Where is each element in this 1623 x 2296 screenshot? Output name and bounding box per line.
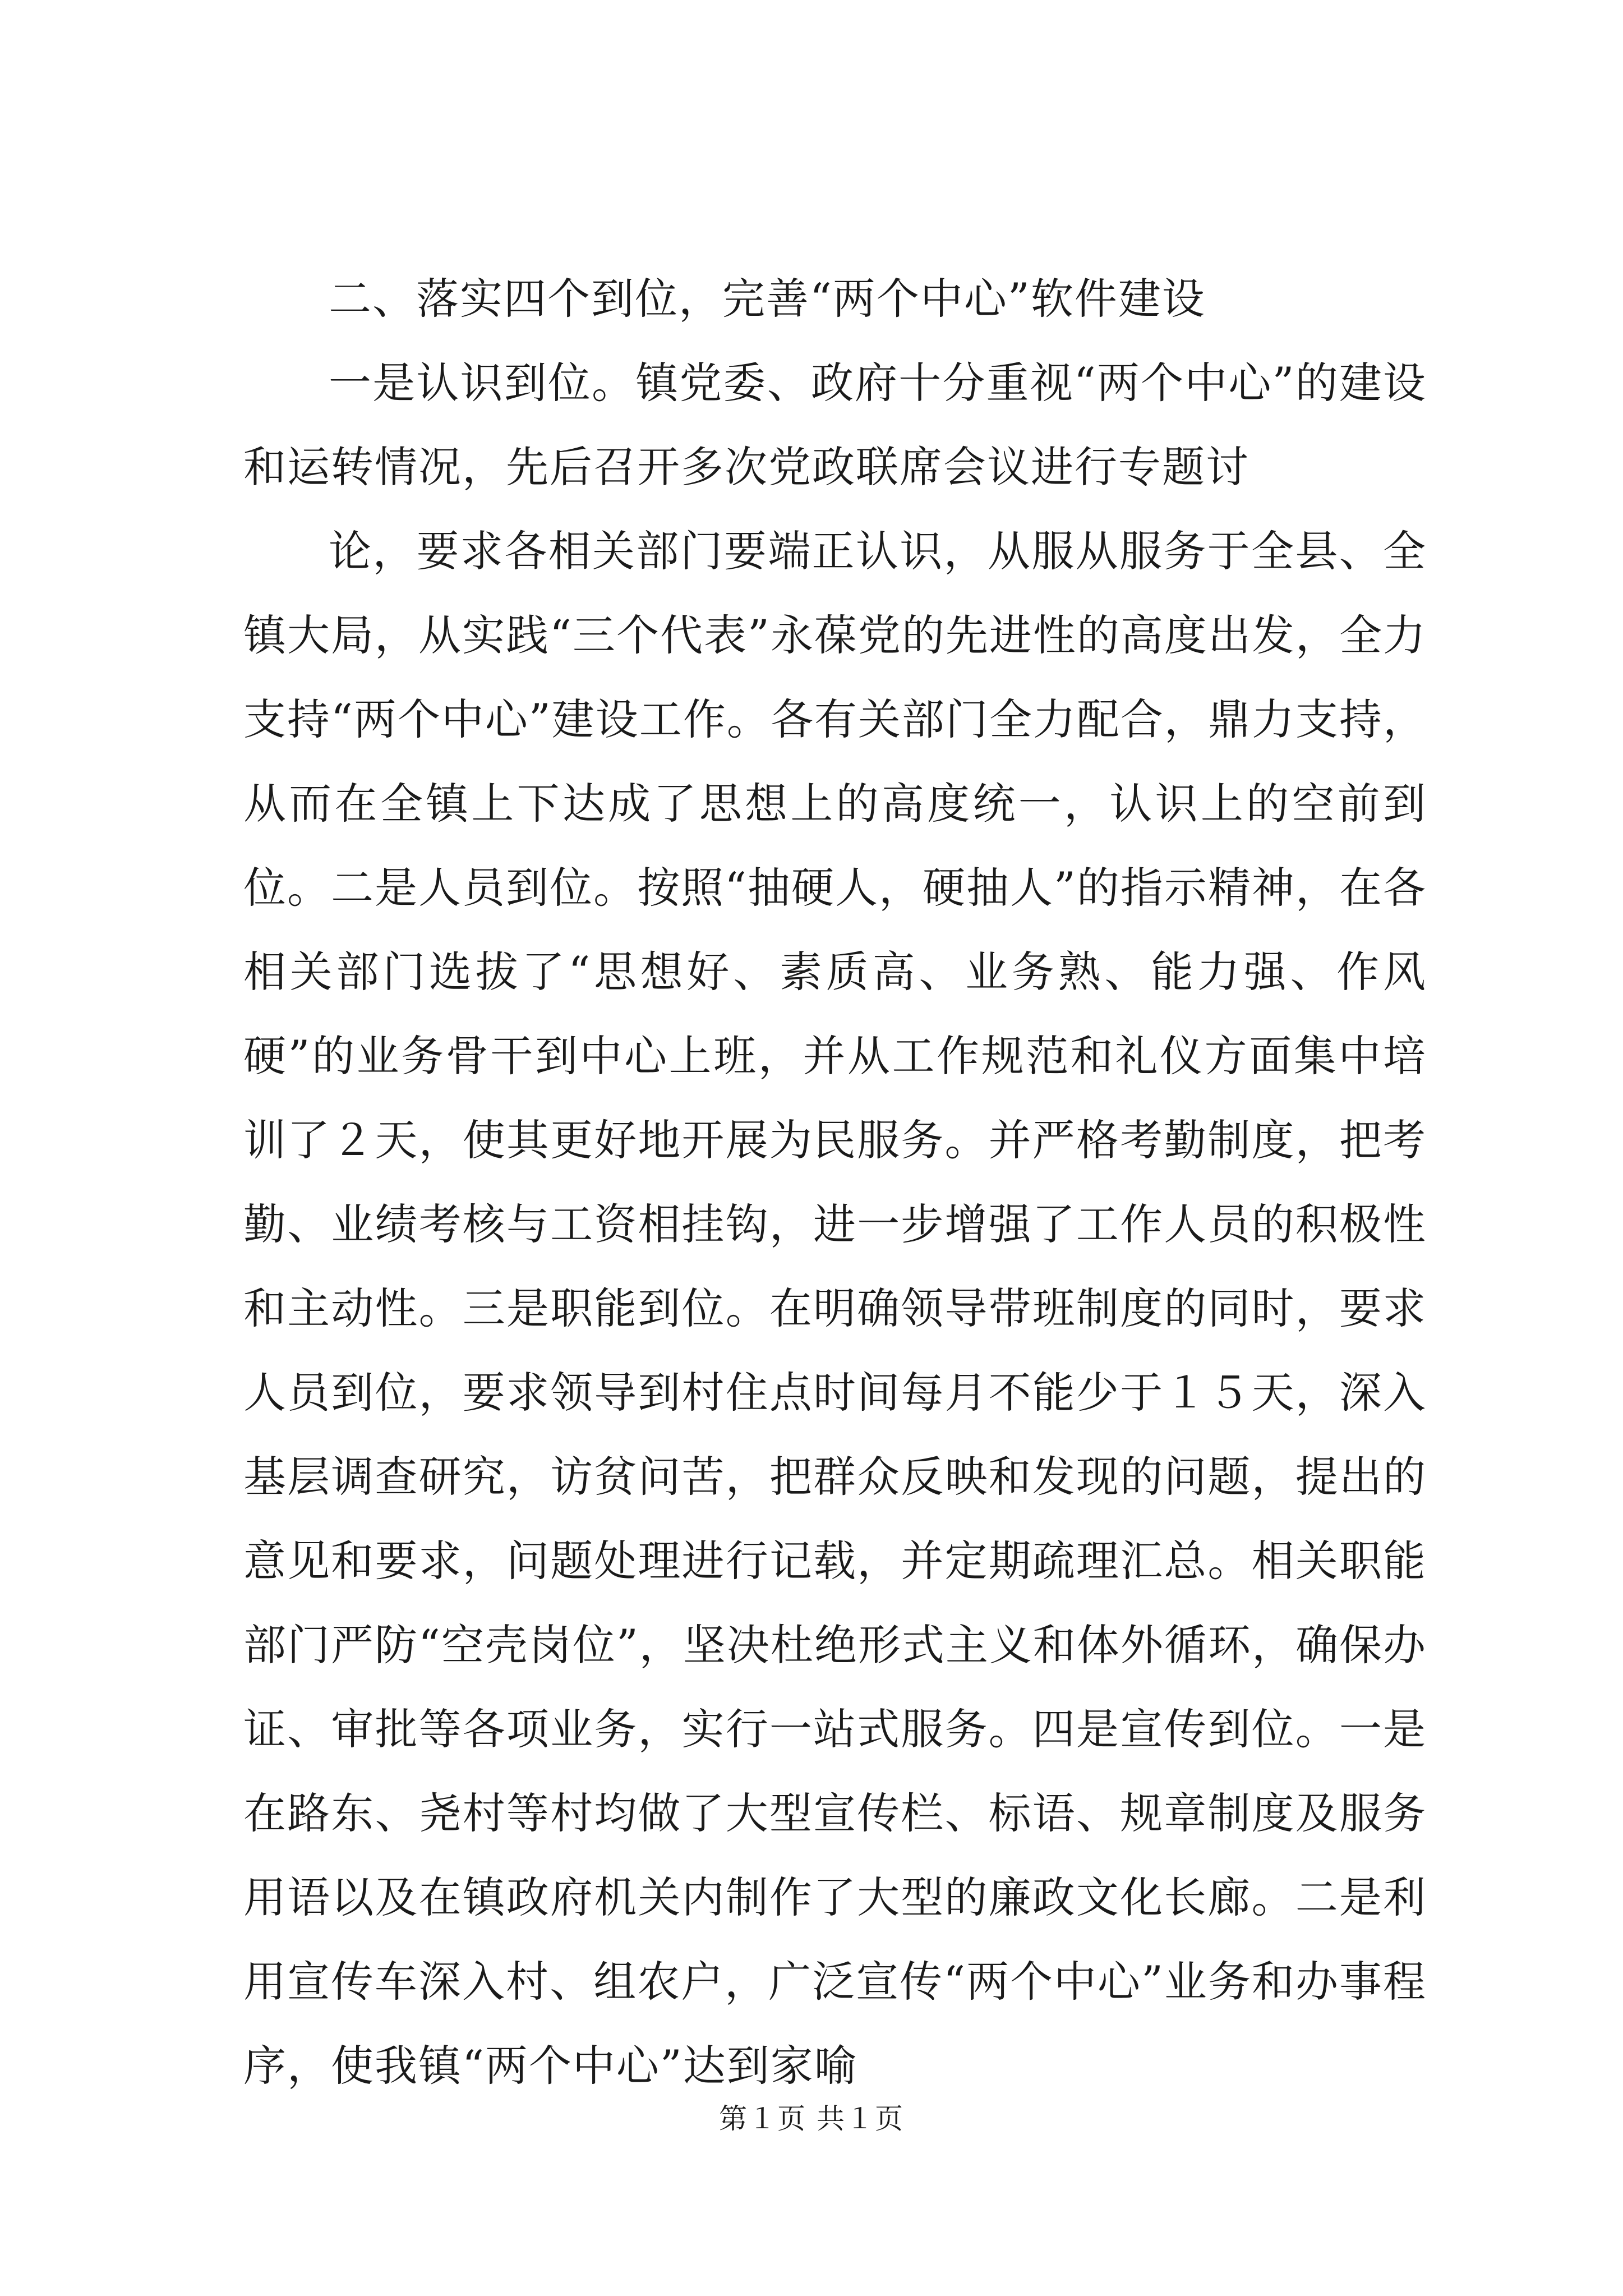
paragraph-main: 论，要求各相关部门要端正认识，从服从服务于全县、全镇大局，从实践“三个代表”永葆党的先进性的高度出发，全力支持“两个中心”建设工作。各有关部门全力配合，鼎力支持，从而在全镇上下达成了思想上的高度统一，认识上的空前到位。二是人员到位。按照“抽硬人，硬抽人”的指示精神，在各相关部门选拔了“思想好、素质高、业务熟、能力强、作风硬”的业务骨干到中心上班，并从工作规范和礼仪方面集中培训了２天，使其更好地开展为民服务。并严格考勤制度，把考勤、业绩考核与工资相挂钩，进一步增强了工作人员的积极性和主动性。三是职能到位。在明确领导带班制度的同时，要求人员到位，要求领导到村住点时间每月不能少于１５天，深入基层调查研究，访贫问苦，把群众反映和发现的问题，提出的意见和要求，问题处理进行记载，并定期疏理汇总。相关职能部门严防“空壳岗位”，坚决杜绝形式主义和体外循环，确保办证、审批等各项业务，实行一站式服务。四是宣传到位。一是在路东、尧村等村均做了大型宣传栏、标语、规章制度及服务用语以及在镇政府机关内制作了大型的廉政文化长廊。二是利用宣传车深入村、组农户，广泛宣传“两个中心”业务和办事程序，使我镇“两个中心”达到家喻 [243, 526, 1427, 2091]
paragraph-lead: 一是认识到位。镇党委、政府十分重视“两个中心”的建设和运转情况，先后召开多次党政联席会议进行专题讨 [243, 358, 1427, 492]
section-heading: 二、落实四个到位，完善“两个中心”软件建设 [329, 274, 1206, 324]
page-number-footer: 第１页 共１页 [719, 2102, 904, 2135]
document-body [243, 257, 1427, 2091]
